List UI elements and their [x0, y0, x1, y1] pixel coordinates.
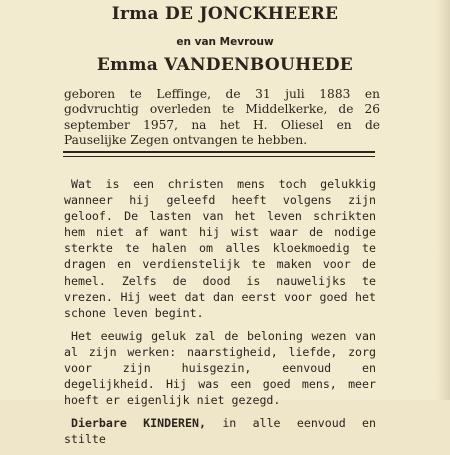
name-heading-1: Irma DE JONCKHEERE: [111, 4, 339, 24]
name-heading-2: Emma VANDENBOUHEDE: [96, 55, 354, 75]
children-address: Dierbare KINDEREN,: [70, 416, 206, 431]
eulogy-paragraph-1: Wat is een christen mens toch gelukkig wanneer hij geleefd heeft volgens zijn geloof. De lasten van het leven schrikten hem niet af want hij wist waar de nodige sterkte te halen om alles kloekmoedig te dragen en verdienstelijk te maken voor de hemel. Zelfs de dood is nauwelijks te vrezen. Hij weet dat dan eerst voor goed het schone leven begint.: [64, 177, 376, 320]
eulogy-paragraph-3: Dierbare KINDEREN, in alle eenvoud en stilte: [64, 416, 377, 447]
eulogy-paragraph-2: Het eeuwig geluk zal de beloning wezen van al zijn werken: naarstigheid, liefde, zorg voor zijn huisgezin, eenvoud en degelijkheid. Hij was een goed mens, meer hoeft er eigenlijk niet gezegd.: [64, 328, 376, 408]
connector-text: en van Mevrouw: [176, 36, 274, 48]
eulogy-text: [64, 176, 376, 455]
biography-paragraph: geboren te Leffinge, de 31 juli 1883 en godvruchtig overleden te Middelkerke, de 26 september 1957, na het H. Oliesel en de Pauselijke Zegen ontvangen te hebben.: [64, 87, 380, 148]
divider-rule-top: [63, 151, 375, 153]
divider-rule-bottom: [63, 156, 375, 157]
